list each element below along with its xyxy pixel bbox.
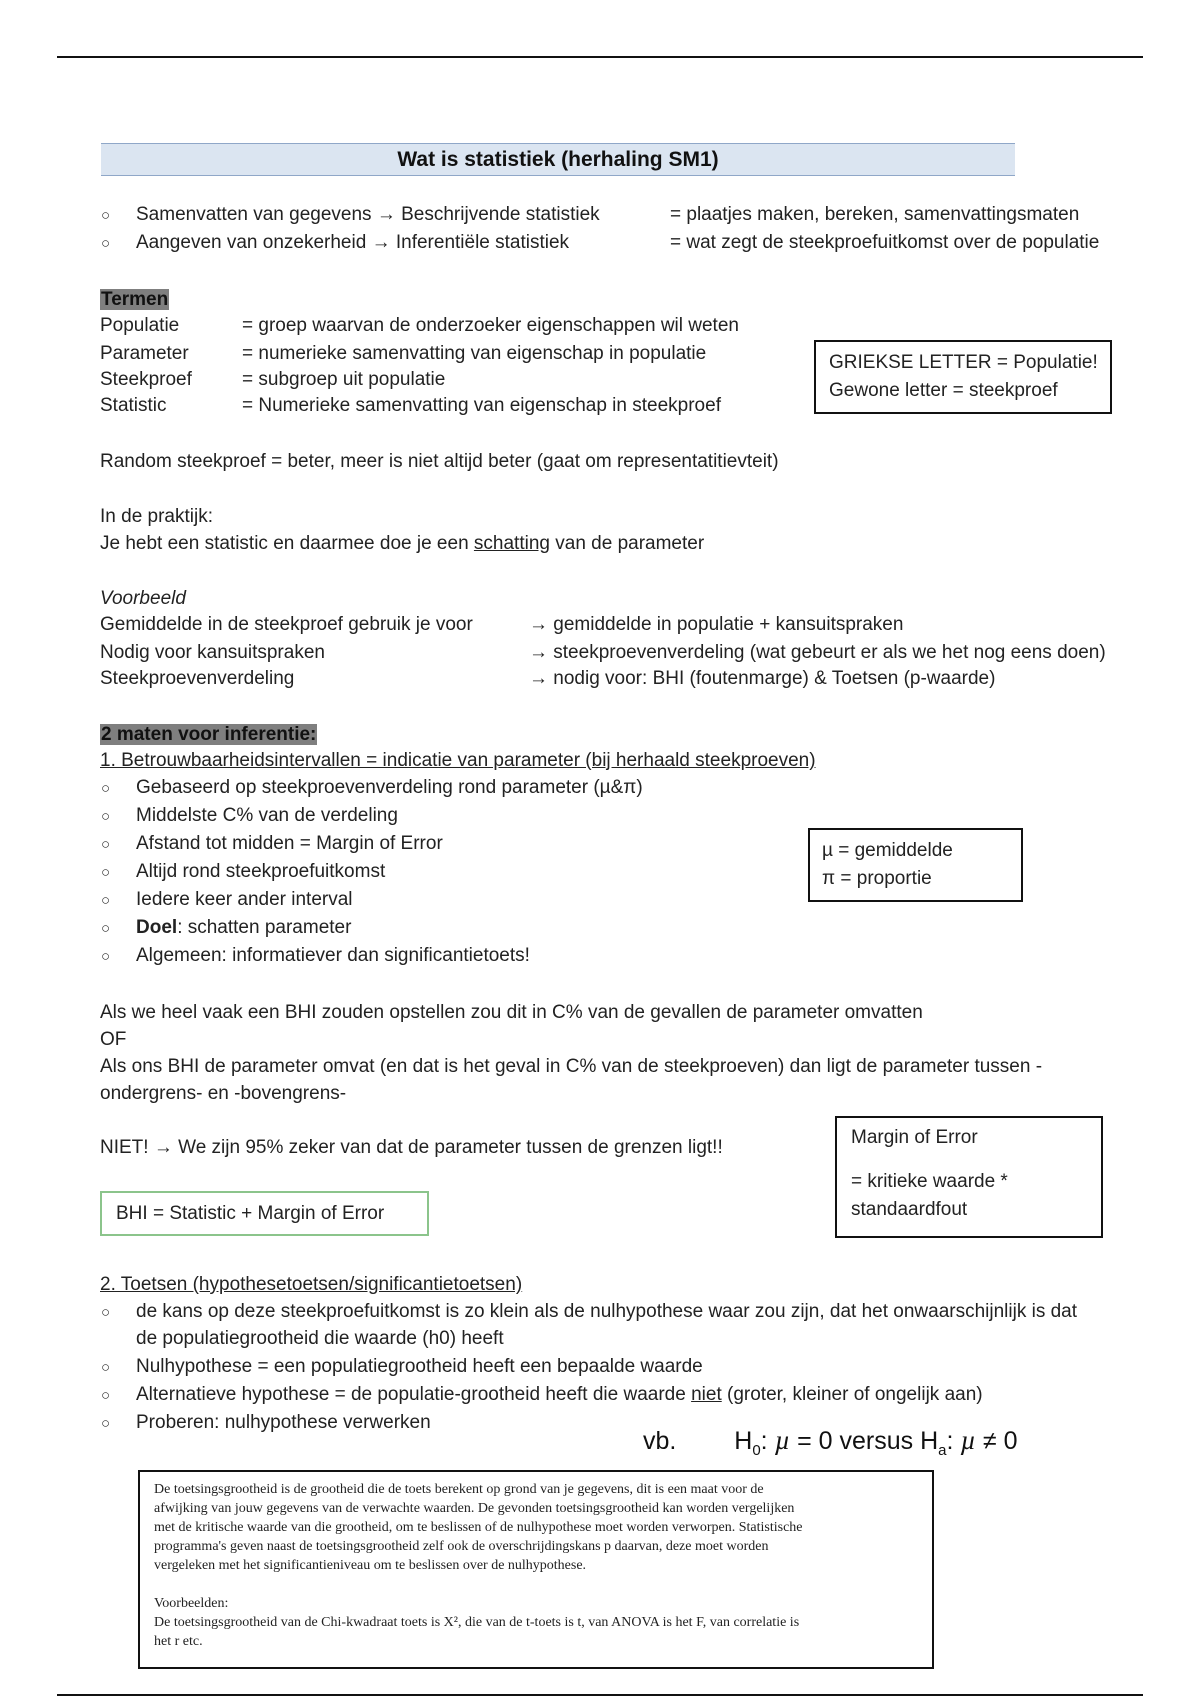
page-title: Wat is statistiek (herhaling SM1) [101, 143, 1015, 176]
griekse-letter-box: GRIEKSE LETTER = Populatie! Gewone letter = steekproef [814, 340, 1112, 414]
voorbeeld-heading: Voorbeeld [100, 588, 186, 609]
arrow-right-icon: → [529, 642, 548, 663]
arrow-right-icon: → [371, 232, 391, 253]
bullet-icon: ○ [101, 780, 111, 797]
intro-desc-1: = plaatjes maken, bereken, samenvattingsmaten [670, 204, 1080, 225]
bhi-bullet: Altijd rond steekproefuitkomst [136, 861, 386, 882]
symbol-box: µ = gemiddelde π = proportie [808, 828, 1023, 902]
bhi-bullet: Doel: schatten parameter [136, 917, 352, 938]
toetsen-heading: 2. Toetsen (hypothesetoetsen/significantietoetsen) [100, 1274, 523, 1295]
bhi-bullet: Afstand tot midden = Margin of Error [136, 833, 443, 854]
bhi-bullet: Middelste C% van de verdeling [136, 805, 398, 826]
term-def: = numerieke samenvatting van eigenschap in populatie [242, 343, 707, 364]
bottom-rule [57, 1694, 1143, 1696]
box-line: afwijking van jouw gegevens van de verwachte waarden. De gevonden toetsingsgrootheid kan worden vergelijken [154, 1501, 795, 1516]
bullet-icon: ○ [101, 1415, 111, 1432]
voorbeeld-left: Gemiddelde in de steekproef gebruik je voor [100, 614, 473, 635]
toetsen-bullet: de kans op deze steekproefuitkomst is zo klein als de nulhypothese waar zou zijn, dat het onwaarschijnlijk is dat [136, 1301, 1078, 1322]
box-line: met de kritische waarde van die grootheid, om te beslissen of de nulhypothese moet worden verworpen. Statistische [154, 1520, 803, 1535]
term-def: = Numerieke samenvatting van eigenschap in steekproef [242, 395, 721, 416]
bullet-icon: ○ [101, 1359, 111, 1376]
bullet-icon: ○ [101, 1304, 111, 1321]
bhi-line-1: Als we heel vaak een BHI zouden opstellen zou dit in C% van de gevallen de parameter omvatten [100, 1002, 923, 1023]
top-rule [57, 56, 1143, 58]
term-label: Parameter [100, 343, 189, 364]
term-def: = subgroep uit populatie [242, 369, 446, 390]
bullet-icon: ○ [101, 808, 111, 825]
praktijk-text: Je hebt een statistic en daarmee doe je een schatting van de parameter [100, 533, 705, 554]
bhi-bullet: Iedere keer ander interval [136, 889, 353, 910]
bhi-heading: 1. Betrouwbaarheidsintervallen = indicatie van parameter (bij herhaald steekproeven) [100, 750, 816, 771]
bhi-line-2: Als ons BHI de parameter omvat (en dat is het geval in C% van de steekproeven) dan ligt de parameter tussen - [100, 1056, 1043, 1077]
box-line: het r etc. [154, 1634, 203, 1649]
intro-line-1: Samenvatten van gegevens → Beschrijvende statistiek [136, 202, 600, 228]
margin-of-error-box: Margin of Error = kritieke waarde * standaardfout [835, 1116, 1103, 1238]
bhi-line-3: ondergrens- en -bovengrens- [100, 1083, 347, 1104]
bullet-icon: ○ [101, 207, 111, 224]
voorbeeld-left: Nodig voor kansuitspraken [100, 642, 325, 663]
voorbeeld-right: → steekproevenverdeling (wat gebeurt er als we het nog eens doen) [529, 642, 1106, 663]
bhi-formula-box: BHI = Statistic + Margin of Error [100, 1191, 429, 1236]
voorbeelden-heading: Voorbeelden: [154, 1596, 229, 1611]
bullet-icon: ○ [101, 920, 111, 937]
toetsingsgrootheid-box [138, 1470, 934, 1669]
bullet-icon: ○ [101, 235, 111, 252]
voorbeeld-left: Steekproevenverdeling [100, 668, 295, 689]
bullet-icon: ○ [101, 864, 111, 881]
term-label: Statistic [100, 395, 167, 416]
praktijk-heading: In de praktijk: [100, 506, 213, 527]
intro-desc-2: = wat zegt de steekproefuitkomst over de populatie [670, 232, 1100, 253]
toetsen-bullet-cont: de populatiegrootheid die waarde (h0) heeft [136, 1328, 504, 1349]
bhi-of: OF [100, 1029, 127, 1050]
bullet-icon: ○ [101, 836, 111, 853]
bullet-icon: ○ [101, 1387, 111, 1404]
bullet-icon: ○ [101, 948, 111, 965]
arrow-right-icon: → [529, 668, 548, 689]
toetsen-bullet: Nulhypothese = een populatiegrootheid heeft een bepaalde waarde [136, 1356, 703, 1377]
box-line: programma's geven naast de toetsingsgrootheid zelf ook de overschrijdingskans p daarvan, deze moet worden [154, 1539, 769, 1554]
termen-heading: Termen [101, 289, 169, 310]
toetsen-bullet: Alternatieve hypothese = de populatie-grootheid heeft die waarde niet (groter, kleiner of ongelijk aan) [136, 1384, 983, 1405]
niet-line: NIET! → We zijn 95% zeker van dat de parameter tussen de grenzen ligt!! [100, 1137, 723, 1158]
bhi-bullet: Algemeen: informatiever dan significantietoets! [136, 945, 530, 966]
arrow-right-icon: → [376, 204, 396, 225]
term-label: Populatie [100, 315, 180, 336]
toetsen-bullet: Proberen: nulhypothese verwerken [136, 1412, 431, 1433]
inferentie-heading: 2 maten voor inferentie: [101, 724, 317, 745]
hypothesis-formula: vb. $H_0$: µ = 0 versus $H_a$: µ ≠ 0 [643, 1425, 1018, 1459]
voorbeeld-right: → nodig voor: BHI (foutenmarge) & Toetsen (p-waarde) [529, 668, 996, 689]
arrow-right-icon: → [529, 614, 548, 635]
term-def: = groep waarvan de onderzoeker eigenschappen wil weten [242, 315, 739, 336]
box-line: vergeleken met het significantieniveau om te beslissen over de nulhypothese. [154, 1558, 587, 1573]
bullet-icon: ○ [101, 892, 111, 909]
random-steekproef: Random steekproef = beter, meer is niet altijd beter (gaat om representatitievteit) [100, 451, 779, 472]
arrow-right-icon: → [153, 1137, 173, 1158]
bhi-bullet: Gebaseerd op steekproevenverdeling rond parameter (µ&π) [136, 777, 643, 798]
voorbeeld-right: → gemiddelde in populatie + kansuitspraken [529, 614, 904, 635]
box-line: De toetsingsgrootheid is de grootheid die de toets berekent op grond van je gegevens, dit is een maat voor de [154, 1482, 764, 1497]
box-line: De toetsingsgrootheid van de Chi-kwadraat toets is X², die van de t-toets is t, van ANOVA is het F, van correlatie is [154, 1615, 800, 1630]
intro-line-2: Aangeven van onzekerheid → Inferentiële statistiek [136, 230, 569, 256]
term-label: Steekproef [100, 369, 192, 390]
